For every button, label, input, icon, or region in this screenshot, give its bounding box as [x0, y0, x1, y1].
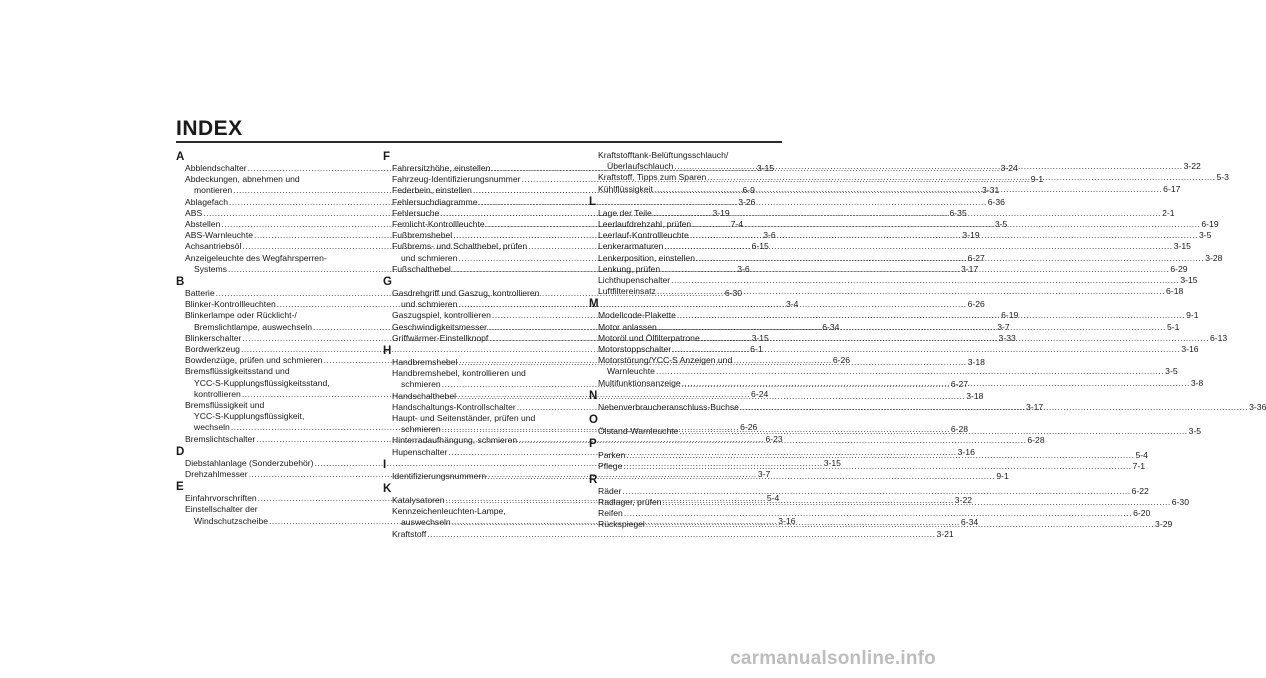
index-entry-text: Bremslichtschalter — [185, 433, 256, 444]
index-page-number: 6-35 — [949, 207, 967, 218]
index-entry-text: Reifen — [598, 508, 623, 519]
index-entry-text: Lage der Teile — [598, 207, 652, 218]
index-entry-text: Kraftstofftank-Belüftungsschlauch/ — [598, 150, 729, 160]
index-letter-heading: L — [589, 195, 597, 208]
leader-dots — [696, 253, 1204, 264]
index-entry-text: Haupt- und Seitenständer, prüfen und — [392, 413, 536, 424]
leader-dots — [646, 519, 1154, 530]
leader-dots — [692, 219, 1200, 230]
index-entry-text: Windschutzscheibe — [194, 515, 269, 526]
index-entry-text: Motoröl und Ölfilterpatrone — [598, 332, 700, 343]
index-page-number: 3-15 — [823, 457, 841, 468]
index-entry-text: Lenkerarmaturen — [598, 241, 664, 252]
index-entry-text: Einstellschalter der — [185, 504, 258, 515]
index-entry-line — [176, 253, 362, 264]
index-page-number: 3-16 — [1181, 344, 1199, 355]
index-entry-line — [589, 241, 1191, 252]
index-entry-text: Luftfiltereinsatz — [598, 286, 656, 297]
index-page-number: 6-26 — [740, 422, 758, 433]
index-entry-text: Bremslichtlampe, auswechseln — [194, 321, 312, 332]
index-entry-text: wechseln — [194, 422, 230, 433]
index-page-number: 6-19 — [1201, 219, 1219, 230]
index-page-number: 6-27 — [950, 379, 969, 390]
index-entry-line — [383, 288, 569, 299]
index-page-number: 5-3 — [1216, 172, 1229, 183]
index-entry-text: Bowdenzüge, prüfen und schmieren — [185, 355, 323, 366]
index-entry-line — [589, 286, 1184, 297]
index-entry-text: und schmieren — [401, 299, 458, 310]
index-entry-text: kontrollieren — [194, 388, 241, 399]
index-entry-text: Blinkerschalter — [185, 332, 242, 343]
index-page-number: 6-22 — [1131, 485, 1149, 496]
index-entry-text: Hupenschalter — [392, 446, 448, 457]
index-page-number: 3-33 — [998, 332, 1016, 343]
index-entry-text: Ölstand-Warnleuchte — [598, 426, 679, 437]
leader-dots — [740, 402, 1248, 413]
leader-dots — [677, 310, 1185, 321]
leader-dots — [671, 275, 1179, 286]
index-entry-text: Kraftstoff — [392, 528, 427, 539]
index-entry — [589, 485, 1149, 497]
index-entry-text: Lichthupenschalter — [598, 275, 671, 286]
index-letter-heading: R — [589, 473, 598, 486]
index-entry-text: Kühlflüssigkeit — [598, 183, 653, 194]
index-letter-heading: F — [383, 151, 391, 163]
index-page-number: 7-4 — [730, 219, 744, 230]
index-page-number: 3-36 — [1249, 401, 1266, 412]
index-entry-text: Fahrersitzhöhe, einstellen — [392, 163, 491, 173]
index-entry-line — [589, 485, 1149, 497]
index-entry-line — [176, 174, 362, 185]
index-page-number: 6-34 — [822, 321, 840, 332]
index-page-number: 6-30 — [1171, 496, 1189, 507]
leader-dots — [701, 333, 1209, 344]
index-page-number: 3-4 — [786, 299, 799, 310]
index-page-number: 6-23 — [765, 433, 783, 444]
index-entry-text: Drehzahlmesser — [185, 469, 248, 480]
index-entry-text: Motorstoppschalter — [598, 344, 672, 355]
index-entry-line — [176, 400, 362, 411]
index-letter-heading: M — [589, 298, 599, 311]
index-entry-text: Federbein, einstellen — [392, 185, 472, 196]
index-page-number: 3-24 — [1000, 163, 1018, 173]
index-entry-line — [383, 368, 569, 379]
index-page-number: 6-28 — [1027, 435, 1045, 446]
index-page-number: 3-15 — [756, 163, 775, 173]
index-entry-text: Handbremshebel, kontrollieren und — [392, 368, 526, 379]
index-entry-text: schmieren — [401, 379, 441, 390]
index-entry-text: auswechseln — [401, 517, 451, 528]
index-entry-text: Blinkerlampe oder Rücklicht-/ — [185, 310, 297, 321]
index-page-number: 6-18 — [1166, 286, 1184, 297]
leader-dots — [657, 286, 1165, 297]
index-letter-heading: D — [176, 445, 185, 458]
index-page-number: 3-7 — [757, 469, 771, 480]
leader-dots — [656, 366, 1164, 377]
index-entry-text: Abstellen — [185, 219, 221, 230]
index-page-number: 3-31 — [982, 185, 1000, 196]
index-entry-text: Diebstahlanlage (Sonderzubehör) — [185, 457, 314, 468]
index-entry-text: Fehlersuche — [392, 207, 440, 218]
index-page-number: 6-30 — [724, 288, 743, 299]
index-entry-text: Leerlauf-Kontrollleuchte — [598, 230, 689, 241]
index-entry-text: Radlager, prüfen — [598, 496, 662, 507]
leader-dots — [690, 230, 1198, 241]
index-page-number: 3-7 — [997, 321, 1010, 332]
index-page-number: 3-15 — [751, 332, 769, 343]
index-page-number: 3-16 — [957, 446, 975, 457]
index-entry-text: Leerlaufdrehzahl, prüfen — [598, 219, 692, 230]
leader-dots — [658, 322, 1166, 333]
index-page-number: 6-28 — [950, 424, 969, 435]
index-page-number: 6-24 — [751, 388, 769, 399]
index-entry-text: schmieren — [401, 424, 441, 435]
index-page-number: 3-15 — [1173, 241, 1191, 252]
index-entry-text: Hinterradaufhängung, schmieren — [392, 435, 518, 446]
index-entry-text: Lenkerposition, einstellen — [598, 252, 695, 263]
index-entry-text: Abblendschalter — [185, 163, 247, 173]
index-entry-text: Batterie — [185, 288, 215, 299]
index-entry-text: ABS-Warnleuchte — [185, 230, 253, 241]
index-entry-text: Fehlersuchdiagramme — [392, 196, 478, 207]
index-page-number: 6-34 — [960, 517, 979, 528]
leader-dots — [622, 486, 1130, 497]
leader-dots — [674, 161, 1182, 172]
index-page-number: 2-1 — [1162, 207, 1175, 218]
index-letter-heading: E — [176, 481, 184, 494]
index-page-number: 6-29 — [1170, 263, 1188, 274]
index-entry-text: Multifunktionsanzeige — [598, 377, 681, 388]
index-entry-text: Katalysatoren — [392, 495, 445, 506]
index-entry-text: Fernlicht-Kontrollleuchte — [392, 219, 485, 230]
index-entry-text: und schmieren — [401, 252, 458, 263]
index-page-number: 3-22 — [1183, 161, 1201, 172]
index-entry-text: YCC-S-Kupplungsflüssigkeit, — [194, 411, 305, 422]
index-page-number: 6-1 — [750, 344, 763, 355]
index-entry-text: Gasdrehgriff und Gaszug, kontrollieren — [392, 288, 540, 299]
index-entry-text: Griffwärmer-Einstellknopf — [392, 332, 489, 343]
index-page-number: 3-5 — [994, 219, 1008, 230]
index-entry-text: Fußschalthebel — [392, 263, 451, 274]
index-page-number: 6-19 — [1001, 310, 1019, 321]
index-entry-text: Anzeigeleuchte des Wegfahrsperren- — [185, 252, 327, 263]
index-page-number: 3-5 — [1165, 366, 1178, 377]
index-entry-line — [176, 366, 362, 377]
index-entry-line — [176, 411, 362, 422]
index-page-number: 9-1 — [1186, 310, 1199, 321]
index-entry-line — [589, 508, 1151, 519]
index-page-number: 5-4 — [1135, 450, 1148, 461]
index-letter-heading: H — [383, 345, 392, 358]
index-page-number: 3-16 — [778, 515, 796, 526]
index-entry-text: Nebenverbraucheranschluss-Buchse — [598, 401, 739, 412]
index-page-number: 3-18 — [967, 357, 985, 368]
index-entry — [589, 344, 1199, 355]
index-entry-text: Handschalthebel — [392, 390, 457, 401]
index-entry-text: Warnleuchte — [607, 366, 655, 377]
leader-dots — [626, 450, 1134, 461]
leader-dots — [623, 461, 1131, 472]
index-page-number: 6-26 — [832, 355, 851, 366]
index-entry-text: Handschaltungs-Kontrollschalter — [392, 401, 516, 412]
index-page-number: 6-27 — [967, 252, 985, 263]
index-page-number: 3-8 — [1190, 377, 1204, 388]
index-entry-text: Handbremshebel — [392, 357, 458, 368]
index-entry-line — [176, 504, 362, 515]
index-entry-text: Pflege — [598, 461, 623, 472]
index-page-number: 3-19 — [962, 230, 980, 241]
index-entry-text: Räder — [598, 485, 622, 496]
index-entry-text: Geschwindigkeitsmesser — [392, 321, 488, 332]
index-page-number: 9-1 — [1030, 174, 1044, 185]
index-page-number: 6-9 — [742, 185, 755, 196]
index-page-number: 5-1 — [1167, 321, 1180, 332]
index-page-number: 3-5 — [1199, 230, 1212, 241]
index-entry-text: Fahrzeug-Identifizierungsnummer — [392, 174, 521, 185]
index-page-number: 3-17 — [961, 263, 979, 274]
index-entry-line — [176, 378, 362, 389]
index-letter-heading: I — [383, 458, 387, 471]
leader-dots — [707, 172, 1215, 183]
index-page-number: 3-26 — [738, 196, 756, 207]
index-entry-line — [383, 506, 569, 517]
index-entry — [589, 275, 1198, 286]
index-letter-heading: O — [589, 414, 598, 427]
index-entry-text: Parken — [598, 450, 626, 461]
index-entry-line — [589, 355, 774, 366]
index-entry-line — [383, 413, 569, 424]
index-entry — [589, 286, 1184, 297]
index-entry-text: Motor anlassen — [598, 321, 657, 332]
index-page-number: 6-26 — [967, 299, 985, 310]
index-entry-text: YCC-S-Kupplungsflüssigkeitsstand, — [194, 377, 330, 388]
index-page-number: 3-18 — [966, 390, 984, 401]
index-page-number: 3-17 — [1025, 401, 1044, 412]
index-entry-line — [589, 366, 1178, 377]
index-page-number: 3-15 — [1180, 275, 1198, 286]
index-entry-line — [176, 310, 362, 321]
index-entry-line — [589, 275, 1198, 286]
index-entry-text: Abdeckungen, abnehmen und — [185, 174, 300, 185]
index-entry-text: Lenkung, prüfen — [598, 263, 661, 274]
watermark: carmanualsonline.info — [730, 648, 936, 669]
index-page-number: 5-4 — [766, 493, 780, 504]
index-page-number: 3-5 — [1188, 426, 1202, 437]
index-entry-text: Kennzeichenleuchten-Lampe, — [392, 506, 506, 517]
index-entry-text: Überlaufschlauch — [607, 161, 674, 172]
index-page-number: 6-20 — [1133, 508, 1151, 519]
index-page-number: 6-17 — [1163, 183, 1181, 194]
index-entry-line — [589, 150, 774, 161]
index-entry-text: Fußbremshebel — [392, 230, 453, 241]
index-page-number: 3-28 — [1205, 252, 1223, 263]
leader-dots — [624, 508, 1132, 519]
index-page-number: 3-22 — [954, 495, 972, 506]
index-entry-text: Fußbrems- und Schalthebel, prüfen — [392, 241, 528, 252]
index-entry-text: Systems — [194, 263, 227, 274]
leader-dots — [672, 344, 1180, 355]
index-page-number: 6-15 — [751, 241, 769, 252]
index-page-number: 3-29 — [1155, 519, 1173, 530]
leader-dots — [663, 497, 1171, 508]
index-page-number: 6-13 — [1209, 332, 1228, 343]
leader-dots — [654, 184, 1162, 195]
index-letter-heading: K — [383, 483, 392, 496]
index-entry-line — [383, 241, 569, 252]
index-entry-text: ABS — [185, 207, 203, 218]
index-entry-text: montieren — [194, 185, 233, 196]
leader-dots — [653, 208, 1161, 219]
index-entry-text: Achsantriebsöl — [185, 241, 242, 252]
index-entry-text: Identifizierungsnummern — [392, 470, 487, 481]
title-rule — [176, 141, 782, 143]
index-entry-text: Bremsflüssigkeit und — [185, 400, 265, 411]
index-entry-line — [383, 528, 954, 540]
index-entry-text: Rückspiegel — [598, 519, 645, 530]
index-page-number: 9-1 — [996, 470, 1009, 481]
index-page-number: 3-6 — [737, 263, 750, 274]
index-page-number: 6-36 — [987, 196, 1005, 207]
page-title: INDEX — [176, 117, 243, 140]
index-entry — [383, 528, 954, 540]
leader-dots — [664, 241, 1172, 252]
index-page-number: 3-19 — [712, 207, 730, 218]
index-entry-text: Motorstörung/YCC-S Anzeigen und — [598, 355, 733, 366]
index-letter-heading: A — [176, 151, 185, 163]
index-page-number: 3-21 — [936, 528, 954, 539]
index-entry-text: Bremsflüssigkeitsstand und — [185, 366, 290, 377]
index-entry-line — [589, 344, 1199, 355]
index-entry-text: Einfahrvorschriften — [185, 493, 257, 504]
index-entry — [589, 508, 1151, 519]
index-page-number: 7-1 — [1132, 461, 1146, 472]
index-entry-text: Kraftstoff, Tipps zum Sparen — [598, 172, 707, 183]
index-page-number: 3-6 — [763, 230, 776, 241]
index-entry — [589, 241, 1191, 252]
index-entry-text: Ablagefach — [185, 196, 229, 207]
leader-dots — [661, 264, 1169, 275]
index-letter-heading: B — [176, 276, 185, 289]
index-letter-heading: N — [589, 389, 598, 402]
leader-dots — [679, 426, 1187, 437]
index-letter-heading: G — [383, 276, 392, 289]
index-entry-text: Bordwerkzeug — [185, 344, 240, 355]
index-entry-text: Gaszugspiel, kontrollieren — [392, 310, 491, 321]
index-entry-text: Blinker-Kontrollleuchten — [185, 299, 276, 310]
leader-dots — [682, 378, 1190, 389]
index-entry-text: Modellcode-Plakette — [598, 310, 676, 321]
index-letter-heading: P — [589, 438, 597, 451]
